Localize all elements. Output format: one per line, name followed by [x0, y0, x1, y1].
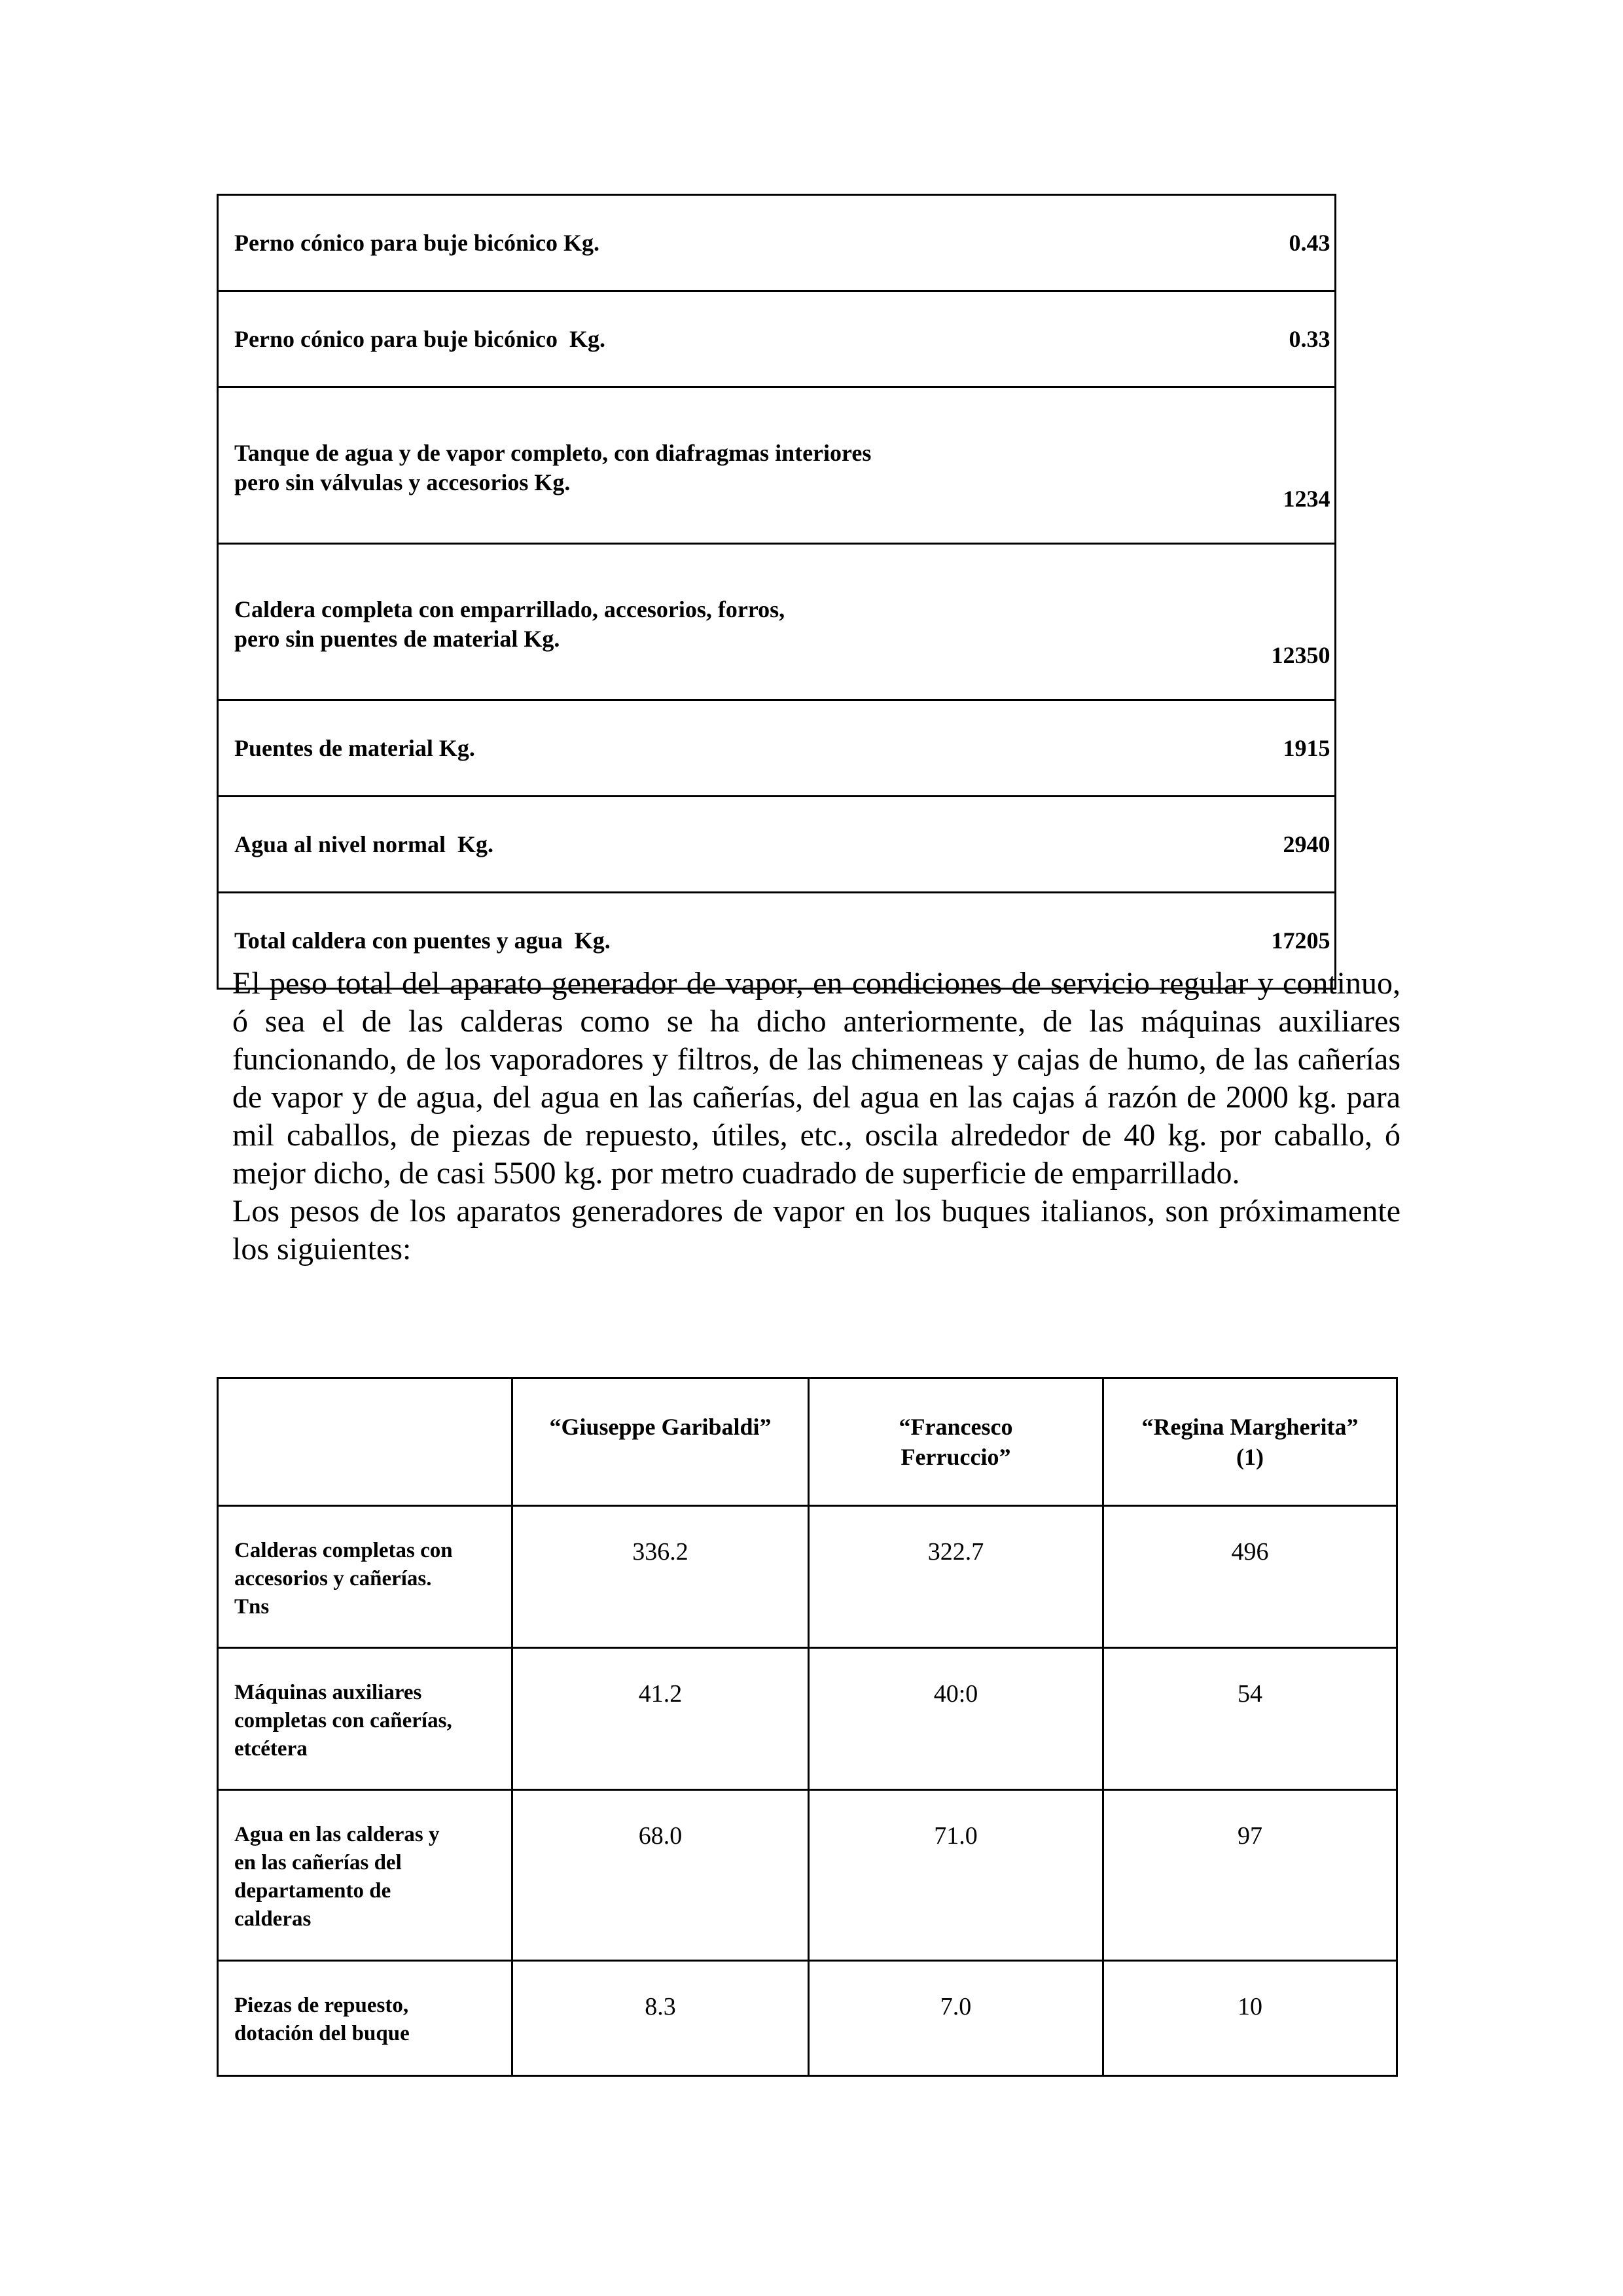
table-row [218, 291, 1336, 387]
table-row [218, 1506, 1397, 1648]
header-text: “Giuseppe Garibaldi” [549, 1414, 772, 1440]
header-cell-empty [218, 1378, 512, 1506]
value-cell [809, 1961, 1103, 2076]
header-cell-ship [512, 1378, 809, 1506]
header-text [219, 1379, 511, 1412]
table-row [218, 700, 1336, 797]
value-cell [512, 1790, 809, 1961]
header-row [218, 1378, 1397, 1506]
row-value [938, 291, 1336, 387]
row-label-line: calderas [234, 1907, 312, 1931]
body-text [232, 965, 1400, 1268]
table-row [218, 1648, 1397, 1790]
value-cell [809, 1648, 1103, 1790]
row-value-text: 1915 [1283, 734, 1330, 761]
row-label-line: Caldera completa con emparrillado, accesorios, forros, [234, 596, 785, 622]
row-value-text: 17205 [1271, 927, 1330, 954]
row-label-line: Calderas completas con [234, 1539, 453, 1562]
row-label [218, 1961, 512, 2076]
header-text: Ferruccio” [901, 1444, 1011, 1470]
row-label-line: Puentes de material Kg. [234, 734, 475, 761]
row-label [218, 291, 938, 387]
value-text: 97 [1238, 1822, 1262, 1850]
row-label-line: completas con cañerías, [234, 1709, 452, 1732]
row-value-text: 2940 [1283, 831, 1330, 857]
paragraph: Los pesos de los aparatos generadores de vapor en los buques italianos, son próximamente los siguientes: [232, 1194, 1400, 1266]
row-label-line: Total caldera con puentes y agua Kg. [234, 927, 611, 954]
row-value [938, 797, 1336, 893]
header-cell-ship [1103, 1378, 1397, 1506]
value-cell [1103, 1961, 1397, 2076]
row-label-line: accesorios y cañerías. [234, 1567, 432, 1590]
row-label [218, 1648, 512, 1790]
row-label-line: Agua en las calderas y [234, 1823, 440, 1846]
value-cell [512, 1648, 809, 1790]
header-cell-ship [809, 1378, 1103, 1506]
value-text: 10 [1238, 1993, 1262, 2020]
value-cell [809, 1506, 1103, 1648]
value-text: 8.3 [645, 1993, 676, 2020]
row-value-text: 1234 [1283, 486, 1330, 512]
header-text: “Francesco [899, 1414, 1013, 1440]
value-cell [809, 1790, 1103, 1961]
table-row [218, 797, 1336, 893]
row-label-line: Tanque de agua y de vapor completo, con diafragmas interiores [234, 440, 872, 466]
table-row [218, 387, 1336, 544]
row-label [218, 195, 938, 291]
table-row [218, 1790, 1397, 1961]
value-cell [512, 1961, 809, 2076]
boiler-weights-table [217, 194, 1336, 990]
value-text: 54 [1238, 1680, 1262, 1708]
table-row [218, 1961, 1397, 2076]
table-row [218, 195, 1336, 291]
row-label-line: departamento de [234, 1879, 391, 1903]
row-label-line: Perno cónico para buje bicónico Kg. [234, 325, 605, 352]
value-cell [512, 1506, 809, 1648]
row-label [218, 544, 938, 700]
value-text: 71.0 [934, 1822, 978, 1850]
value-text: 7.0 [940, 1993, 972, 2020]
row-label [218, 797, 938, 893]
value-cell [1103, 1506, 1397, 1648]
value-cell [1103, 1790, 1397, 1961]
row-label-line: Perno cónico para buje bicónico Kg. [234, 229, 599, 256]
row-value [938, 387, 1336, 544]
header-text: (1) [1236, 1444, 1264, 1470]
value-text: 41.2 [638, 1680, 683, 1708]
table-row [218, 544, 1336, 700]
value-cell [1103, 1648, 1397, 1790]
row-label-line: Tns [234, 1595, 270, 1619]
row-label-line: dotación del buque [234, 2022, 410, 2045]
row-label-line: en las cañerías del [234, 1851, 402, 1874]
row-label [218, 1506, 512, 1648]
row-value [938, 544, 1336, 700]
row-label [218, 387, 938, 544]
value-text: 336.2 [632, 1538, 688, 1566]
row-value-text: 0.43 [1289, 229, 1330, 256]
row-label-line: pero sin puentes de material Kg. [234, 626, 560, 652]
row-label-line: etcétera [234, 1737, 308, 1761]
row-value [938, 700, 1336, 797]
row-value-text: 12350 [1271, 642, 1330, 668]
row-label-line: Máquinas auxiliares [234, 1681, 422, 1704]
row-label [218, 1790, 512, 1961]
header-text: “Regina Margherita” [1141, 1414, 1359, 1440]
row-value-text: 0.33 [1289, 325, 1330, 352]
value-text: 322.7 [927, 1538, 984, 1566]
value-text: 68.0 [638, 1822, 683, 1850]
ship-boiler-weights-table [217, 1377, 1398, 2077]
row-value [938, 195, 1336, 291]
row-label-line: pero sin válvulas y accesorios Kg. [234, 469, 571, 495]
row-label [218, 700, 938, 797]
row-label-line: Agua al nivel normal Kg. [234, 831, 494, 857]
value-text: 40:0 [933, 1680, 978, 1708]
row-label-line: Piezas de repuesto, [234, 1994, 409, 2017]
paragraph: El peso total del aparato generador de vapor, en condiciones de servicio regular y continuo, ó sea el de las calderas como se ha dicho anteriormente, de las máquinas auxiliares funcionando, de los vaporadores y filtros, de las chimeneas y cajas de humo, de las cañerías de vapor y de agua, del agua en las cañerías, del agua en las cajas á razón de 2000 kg. para mil caballos, de piezas de repuesto, útiles, etc., oscila alrededor de 40 kg. por caballo, ó mejor dicho, de casi 5500 kg. por metro cuadrado de superficie de emparrillado. [232, 966, 1400, 1191]
value-text: 496 [1231, 1538, 1269, 1566]
